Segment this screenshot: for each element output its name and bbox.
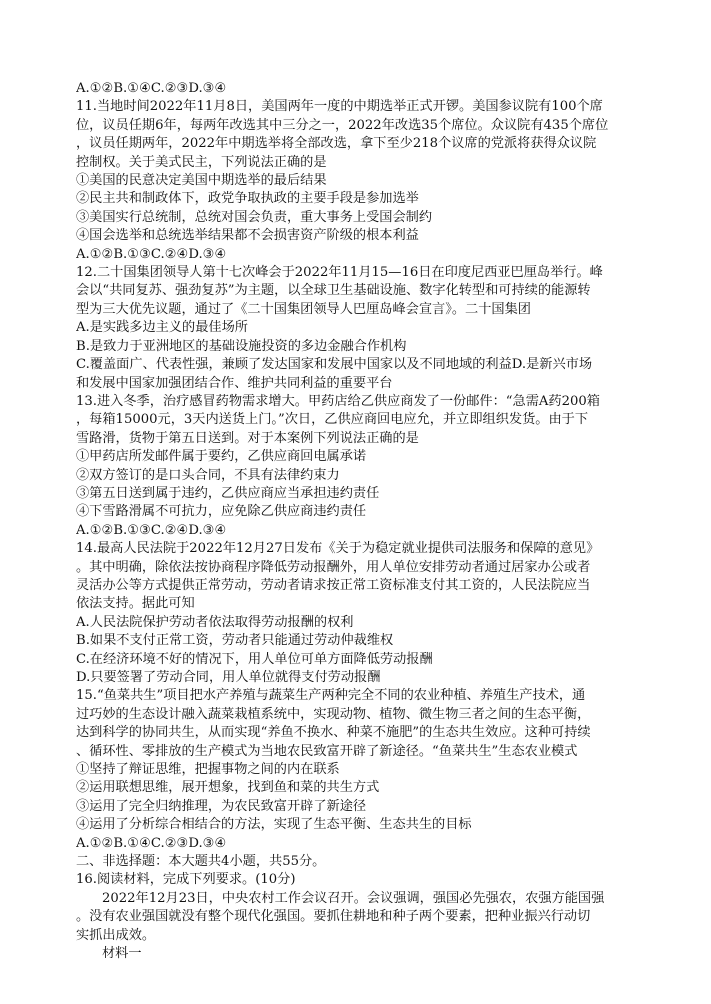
text-line: 控制权。关于美式民主，下列说法正确的是 (76, 154, 327, 170)
statement-option: ①甲药店所发邮件属于要约，乙供应商回电属承诺 (76, 449, 367, 465)
text-line: ，议员任期两年，2022年中期选举将全部改选，拿下至少218个议席的党派将获得众议院 (76, 136, 597, 152)
answer-option: B.如果不支付正常工资，劳动者只能通过劳动仲裁维权 (76, 633, 394, 649)
answer-choices: A.①②B.①③C.②④D.③④ (76, 522, 227, 538)
answer-option: A.是实践多边主义的最佳场所 (76, 320, 248, 336)
statement-option: ③第五日送到属于违约，乙供应商应当承担违约责任 (76, 485, 380, 501)
text-line: 会以“共同复苏、强劲复苏”为主题，以全球卫生基础设施、数字化转型和可持续的能源转 (76, 283, 591, 299)
text-line: 。其中明确，除依法按协商程序降低劳动报酬外，用人单位安排劳动者通过居家办公或者 (76, 559, 591, 575)
question-12-stem: 12.二十国集团领导人第十七次峰会于2022年11月15—16日在印度尼西亚巴厘岛举行。峰 (76, 265, 603, 281)
statement-option: ①美国的民意决定美国中期选举的最后结果 (76, 173, 327, 189)
material-paragraph: 2022年12月23日，中央农村工作会议召开。会议强调，强国必先强农，农强方能国强 (102, 890, 605, 906)
text-line: 实抓出成效。 (76, 927, 156, 943)
document-page (76, 80, 636, 964)
answer-option: D.只要签署了劳动合同，用人单位就得支付劳动报酬 (76, 670, 381, 685)
statement-option: ②双方签订的是口头合同，不具有法律约束力 (76, 467, 340, 483)
statement-option: ③美国实行总统制，总统对国会负责，重大事务上受国会制约 (76, 209, 433, 225)
answer-choices: A.①②B.①③C.②④D.③④ (76, 246, 227, 262)
question-14-stem: 14.最高人民法院于2022年12月27日发布《关于为稳定就业提供司法服务和保障的意见》 (76, 541, 600, 557)
text-line: 型为三大优先议题，通过了《二十国集团领导人巴厘岛峰会宣言》。二十国集团 (76, 301, 531, 317)
statement-option: ④运用了分析综合相结合的方法，实现了生态平衡、生态共生的目标 (76, 817, 472, 833)
text-line: A.①②B.①④C.②③D.③④ (76, 81, 227, 96)
text-line: 依法支持。据此可知 (76, 596, 195, 612)
question-15-stem: 15.“鱼菜共生”项目把水产养殖与蔬菜生产两种完全不同的农业种植、养殖生产技术，通 (76, 688, 586, 704)
statement-option: ①坚持了辩证思维，把握事物之间的内在联系 (76, 762, 340, 778)
question-13-stem: 13.进入冬季，治疗感冒药物需求增大。甲药店给乙供应商发了一份邮件：“急需A药200箱 (76, 393, 600, 409)
text-line: 。没有农业强国就没有整个现代化强国。要抓住耕地和种子两个要素，把种业振兴行动切 (76, 909, 591, 925)
statement-option: ②民主共和制政体下，政党争取执政的主要手段是参加选举 (76, 191, 419, 207)
answer-option: A.人民法院保护劳动者依法取得劳动报酬的权利 (76, 614, 354, 630)
text-line: 位，议员任期6年，每两年改选其中三分之一，2022年改选35个席位。众议院有435个席位 (76, 117, 609, 133)
text-line: 达到科学的协同共生，从而实现“养鱼不换水、种菜不施肥”的生态共生效应。这种可持续 (76, 725, 591, 741)
question-16-stem: 16.阅读材料，完成下列要求。(10分) (76, 872, 296, 888)
material-label: 材料一 (102, 946, 142, 962)
answer-option: C.在经济环境不好的情况下，用人单位可单方面降低劳动报酬 (76, 651, 433, 667)
statement-option: ④国会选举和总统选举结果都不会损害资产阶级的根本利益 (76, 228, 419, 244)
text-line: 雪路滑，货物于第五日送到。对于本案例下列说法正确的是 (76, 430, 419, 446)
question-11-stem: 11.当地时间2022年11月8日，美国两年一度的中期选举正式开锣。美国参议院有100个席 (76, 99, 603, 115)
text-line: 灵活办公等方式提供正常劳动，劳动者请求按正常工资标准支付其工资的，人民法院应当 (76, 577, 591, 593)
statement-option: ②运用联想思维，展开想象，找到鱼和菜的共生方式 (76, 780, 380, 796)
text-line: 、循环性、零排放的生产模式为当地农民致富开辟了新途径。“鱼菜共生”生态农业模式 (76, 743, 578, 759)
statement-option: ③运用了完全归纳推理，为农民致富开辟了新途径 (76, 798, 367, 814)
section-heading: 二、非选择题：本大题共4小题，共55分。 (76, 854, 326, 870)
answer-option: B.是致力于亚洲地区的基础设施投资的多边金融合作机构 (76, 338, 407, 354)
text-line: 过巧妙的生态设计融入蔬菜栽植系统中，实现动物、植物、微生物三者之间的生态平衡， (76, 706, 591, 722)
answer-option: C.覆盖面广、代表性强，兼顾了发达国家和发展中国家以及不同地域的利益D.是新兴市场 (76, 357, 593, 373)
text-line: 和发展中国家加强团结合作、维护共同利益的重要平台 (76, 375, 393, 391)
answer-choices: A.①②B.①④C.②③D.③④ (76, 835, 227, 851)
statement-option: ④下雪路滑属不可抗力，应免除乙供应商违约责任 (76, 504, 367, 520)
text-line: ，每箱15000元，3天内送货上门。”次日，乙供应商回电应允，并立即组织发货。由于下 (76, 412, 589, 428)
